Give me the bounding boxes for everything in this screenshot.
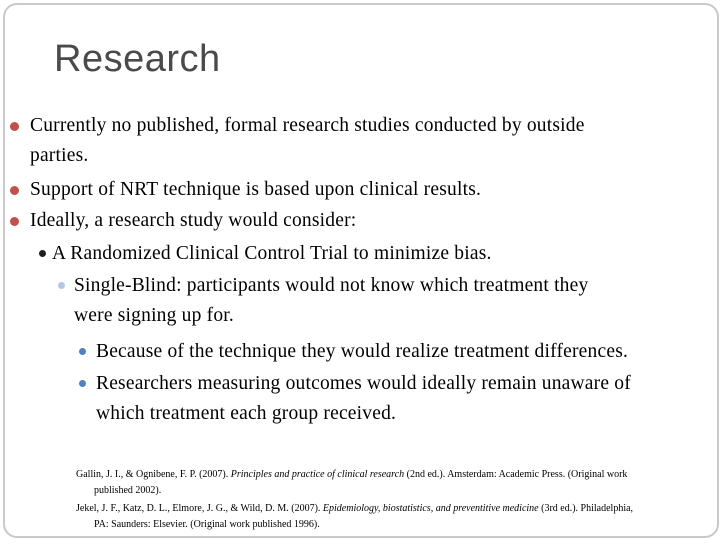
bullet-text-line: Currently no published, formal research studies conducted by outside	[30, 115, 585, 136]
reference-authors: Jekel, J. F., Katz, D. L., Elmore, J. G., & Wild, D. M. (2007).	[76, 503, 323, 514]
reference-publisher: (3rd ed.). Philadelphia,	[538, 503, 634, 514]
reference-entry	[76, 467, 627, 499]
bullet-text-line: were signing up for.	[74, 305, 234, 326]
reference-title: Principles and practice of clinical research	[230, 469, 405, 480]
reference-continuation: PA: Saunders: Elsevier. (Original work published 1996).	[94, 519, 320, 530]
slide-title: Research	[54, 38, 221, 80]
bullet-text: Because of the technique they would realize treatment differences.	[96, 341, 629, 362]
bullet-item	[74, 271, 588, 331]
bullet-text: Support of NRT technique is based upon clinical results.	[30, 179, 482, 200]
bullet-text: A Randomized Clinical Control Trial to minimize bias.	[52, 243, 492, 264]
bullet-item	[30, 206, 356, 236]
bullet-marker	[10, 122, 19, 131]
bullet-text-line: Single-Blind: participants would not know which treatment they	[74, 275, 589, 296]
reference-continuation: published 2002).	[94, 485, 162, 496]
reference-title: Epidemiology, biostatistics, and preventitive medicine	[322, 503, 539, 514]
bullet-marker	[79, 380, 86, 387]
bullet-marker	[79, 348, 86, 355]
reference-publisher: (2nd ed.). Amsterdam: Academic Press. (Original work	[404, 469, 628, 480]
bullet-item	[96, 369, 631, 429]
bullet-item	[52, 239, 492, 269]
bullet-item	[30, 175, 481, 205]
bullet-text-line: parties.	[30, 145, 89, 166]
reference-entry	[76, 501, 633, 533]
bullet-marker	[39, 250, 46, 257]
bullet-marker	[58, 282, 65, 289]
bullet-item	[30, 111, 585, 171]
bullet-marker	[10, 186, 19, 195]
bullet-item	[96, 337, 628, 367]
reference-authors: Gallin, J. I., & Ognibene, F. P. (2007).	[76, 469, 231, 480]
bullet-text-line: Researchers measuring outcomes would ideally remain unaware of	[96, 373, 631, 394]
bullet-text-line: which treatment each group received.	[96, 403, 397, 424]
bullet-marker	[10, 217, 19, 226]
bullet-text: Ideally, a research study would consider:	[30, 210, 357, 231]
